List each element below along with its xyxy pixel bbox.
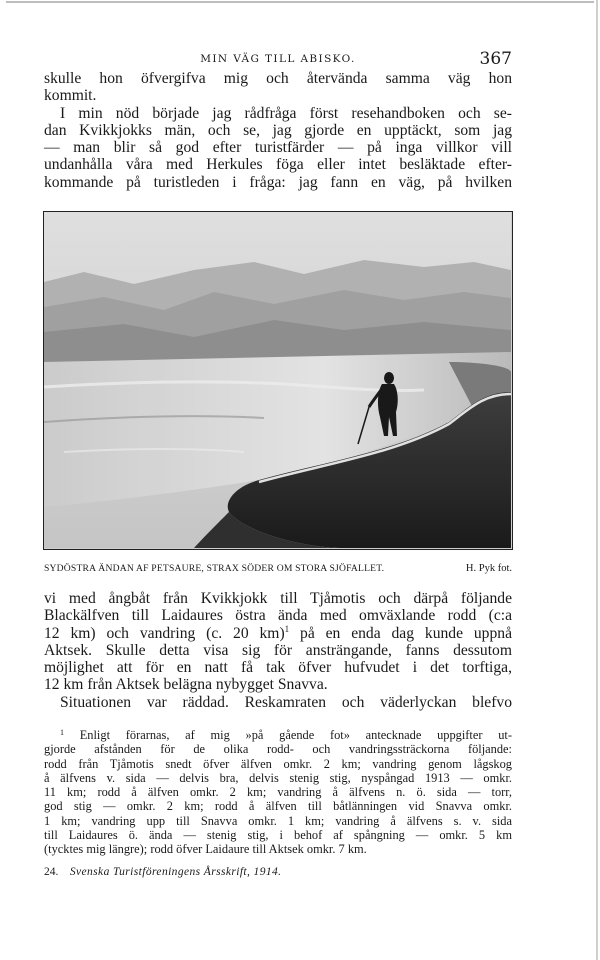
footnote-line: rodd från Tjåmotis snedt öfver älfven omkr. 2 km; vandring genom lågskog xyxy=(44,756,512,771)
footnote-line: 11 km; rodd å älfven omkr. 2 km; vandring å älfvens n. ö. sida — torr, xyxy=(44,785,512,800)
text-line: — man blir så god efter turistfärder — på inga villkor vill xyxy=(44,139,512,157)
text-line: Situationen var räddad. Reskamraten och väderlyckan blefvo xyxy=(60,693,512,711)
text-line: möjlighet att för en natt få tak öfver hufvudet i det torftiga, xyxy=(44,659,512,677)
text-line: vi med ångbåt från Kvikkjokk till Tjåmotis och därpå följande xyxy=(44,590,512,607)
footnote-line: till Laidaures ö. ända — stenig stig, i behof af spångning — omkr. 5 km xyxy=(44,828,512,843)
footnote-text: Enligt förarnas, af mig »på gående fot» antecknade uppgifter ut- xyxy=(64,728,512,742)
text-segment: på en enda dag kunde uppnå xyxy=(289,624,512,642)
photo-caption xyxy=(44,563,512,577)
caption-text: SYDÖSTRA ÄNDAN AF PETSAURE, STRAX SÖDER OM STORA SJÖFALLET. xyxy=(44,563,385,574)
text-line: skulle hon öfvergifva mig och återvända samma väg hon xyxy=(44,70,512,87)
text-line xyxy=(44,625,512,642)
footnote-marker: 1 xyxy=(60,728,64,737)
landscape-photograph xyxy=(43,211,513,550)
footnote-reference: 1 xyxy=(284,623,290,634)
body-text-bottom xyxy=(44,590,512,711)
text-segment: 12 km) och vandring (c. 20 km) xyxy=(44,624,285,642)
footnote-line: god stig — omkr. 2 km; rodd å älfven till båtlänningen vid Snavva omkr. xyxy=(44,799,512,814)
page-header xyxy=(44,49,512,69)
signature-line xyxy=(44,866,512,878)
photo-image xyxy=(44,212,511,548)
footnote-line: gjorde afstånden för de olika rodd- och vandringssträckorna följande: xyxy=(44,742,512,757)
running-title: MIN VÄG TILL ABISKO. xyxy=(200,53,356,65)
text-line: I min nöd började jag rådfråga först resehandboken och se- xyxy=(60,104,512,122)
text-line: kommande på turistleden i fråga: jag fann en väg, på hvilken xyxy=(44,173,512,191)
page-right-edge xyxy=(596,0,598,960)
text-line: Aktsek. Skulle detta visa sig för ansträngande, fanns dessutom xyxy=(44,641,512,659)
body-text-top xyxy=(44,70,512,191)
text-line: dan Kvikkjokks män, och se, jag gjorde en upptäckt, som jag xyxy=(44,121,512,139)
text-line: Blackälfven till Laidaures östra ända med omväxlande rodd (c:a xyxy=(44,607,512,625)
page-number: 367 xyxy=(479,49,512,69)
footnote-line: (tycktes mig längre); rodd öfver Laidaure till Aktsek omkr. 7 km. xyxy=(44,842,367,857)
page-top-edge xyxy=(6,1,594,3)
text-line: kommit. xyxy=(44,87,97,105)
text-line: 12 km från Aktsek belägna nybygget Snavva. xyxy=(44,676,328,694)
footnote-line: 1 km; vandring upp till Snavva omkr. 1 km; vandring å älfvens s. v. sida xyxy=(44,813,512,828)
photo-credit: H. Pyk fot. xyxy=(465,563,512,574)
publication-source: Svenska Turistföreningens Årsskrift, 1914. xyxy=(69,866,282,878)
sheet-number: 24. xyxy=(44,866,59,878)
footnote-line xyxy=(44,728,512,742)
footnote xyxy=(44,728,512,857)
footnote-line: å älfvens v. sida — delvis bra, delvis stenig stig, nyspångad 1913 — omkr. xyxy=(44,770,512,785)
text-line: undanhålla våra med Herkules föga eller intet besläktade efter- xyxy=(44,156,512,174)
